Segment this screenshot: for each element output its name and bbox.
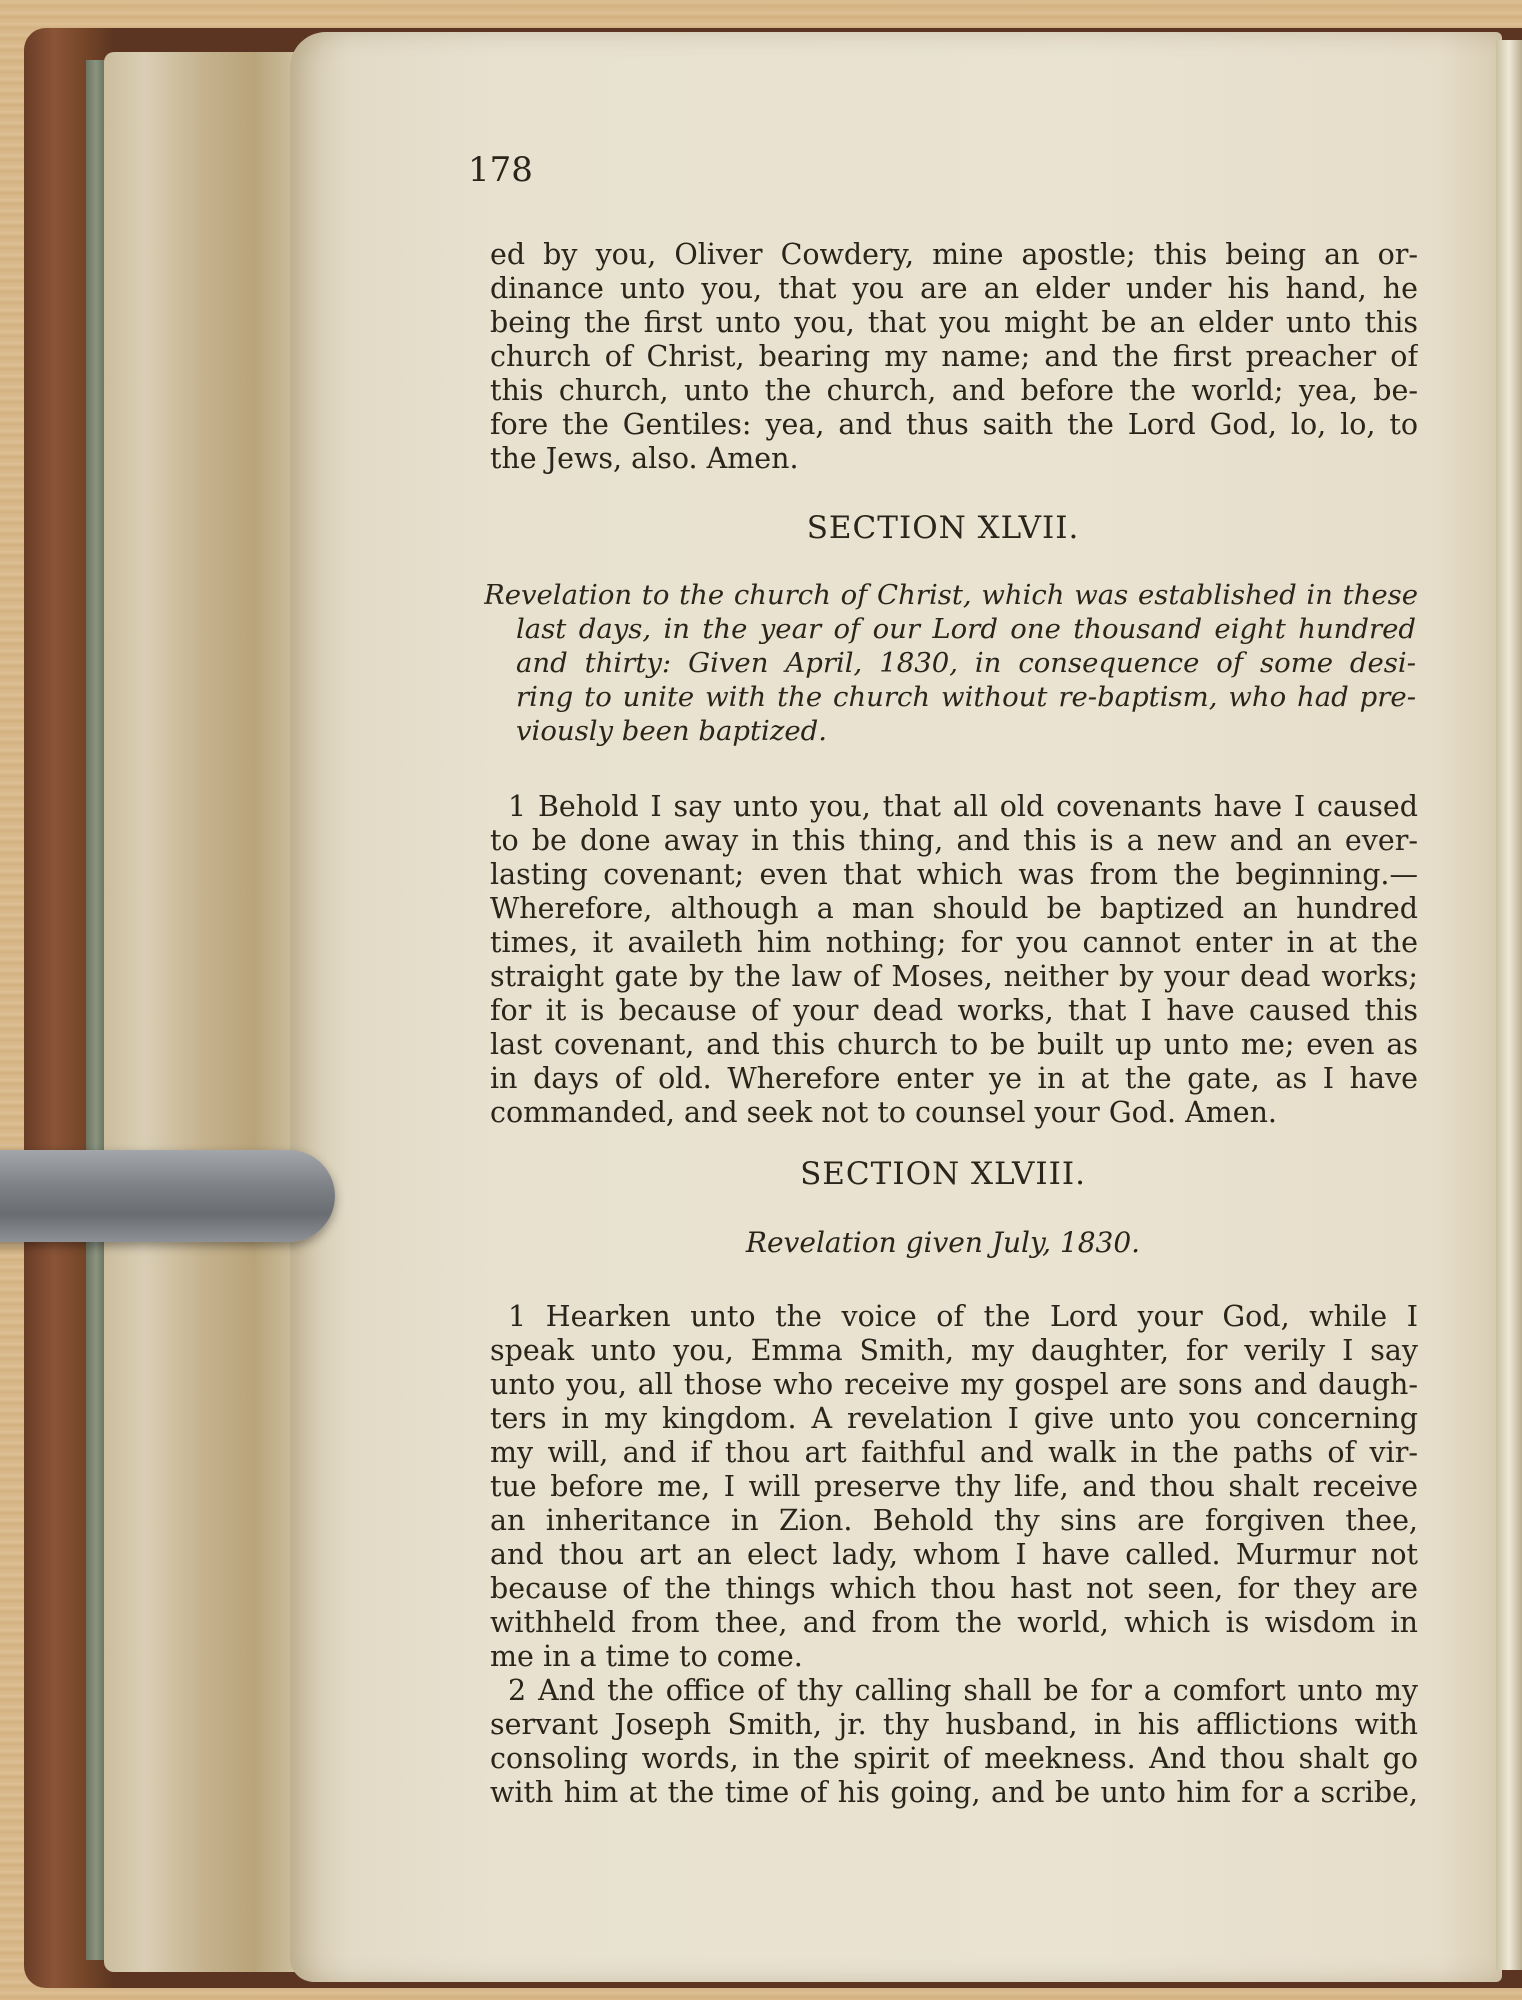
- section-heading: SECTION XLVIII.: [800, 1156, 1086, 1192]
- section-heading: SECTION XLVII.: [806, 510, 1080, 546]
- verse-line: withheld from thee, and from the world, which is wisdom in: [490, 1606, 1418, 1639]
- page-number: 178: [468, 150, 533, 190]
- verse-line: lasting covenant; even that which was from the beginning.—: [490, 858, 1418, 891]
- verse-line: and thou art an elect lady, whom I have called. Murmur not: [490, 1538, 1418, 1571]
- section-summary-line: last days, in the year of our Lord one thousand eight hundred: [516, 613, 1416, 645]
- section-summary-line: Revelation to the church of Christ, which was established in these: [484, 579, 1418, 611]
- text-line: dinance unto you, that you are an elder under his hand, he: [490, 272, 1418, 305]
- verse-line: in days of old. Wherefore enter ye in at the gate, as I have: [490, 1062, 1418, 1095]
- verse-line: for it is because of your dead works, that I have caused this: [490, 994, 1418, 1027]
- verse-line: last covenant, and this church to be built up unto me; even as: [490, 1028, 1418, 1061]
- section-summary-line: viously been baptized.: [516, 715, 827, 747]
- section-summary: Revelation given July, 1830.: [745, 1226, 1141, 1259]
- verse-line: times, it availeth him nothing; for you cannot enter in at the: [490, 926, 1418, 959]
- text-line: the Jews, also. Amen.: [490, 442, 799, 475]
- verse-line: Wherefore, although a man should be baptized an hundred: [490, 892, 1418, 925]
- verse-line: tue before me, I will preserve thy life, and thou shalt receive: [490, 1470, 1418, 1503]
- verse-line: with him at the time of his going, and be unto him for a scribe,: [490, 1776, 1418, 1809]
- page-holder-tool: [0, 1150, 335, 1242]
- text-line: this church, unto the church, and before the world; yea, be-: [490, 374, 1418, 407]
- verse-line: 1 Behold I say unto you, that all old covenants have I caused: [508, 790, 1418, 823]
- section-summary-line: and thirty: Given April, 1830, in consequence of some desi-: [516, 647, 1416, 679]
- verse-line: unto you, all those who receive my gospel are sons and daugh-: [490, 1368, 1418, 1401]
- verse-line: consoling words, in the spirit of meekness. And thou shalt go: [490, 1742, 1418, 1775]
- section-summary-line: ring to unite with the church without re-baptism, who had pre-: [516, 681, 1416, 713]
- text-line: being the first unto you, that you might be an elder unto this: [490, 306, 1418, 339]
- verse-line: 2 And the office of thy calling shall be for a comfort unto my: [508, 1674, 1418, 1707]
- text-line: ed by you, Oliver Cowdery, mine apostle; this being an or-: [490, 238, 1418, 271]
- verse-line: speak unto you, Emma Smith, my daughter, for verily I say: [490, 1334, 1418, 1367]
- verse-line: straight gate by the law of Moses, neither by your dead works;: [490, 960, 1418, 993]
- verse-line: 1 Hearken unto the voice of the Lord your God, while I: [508, 1300, 1418, 1333]
- verse-line: because of the things which thou hast not seen, for they are: [490, 1572, 1418, 1605]
- verse-line: ters in my kingdom. A revelation I give unto you concerning: [490, 1402, 1418, 1435]
- verse-line: my will, and if thou art faithful and walk in the paths of vir-: [490, 1436, 1418, 1469]
- verse-line: an inheritance in Zion. Behold thy sins are forgiven thee,: [490, 1504, 1418, 1537]
- verse-line: to be done away in this thing, and this is a new and an ever-: [490, 824, 1418, 857]
- text-line: fore the Gentiles: yea, and thus saith the Lord God, lo, lo, to: [490, 408, 1418, 441]
- page-edge: [1496, 40, 1522, 1970]
- text-line: church of Christ, bearing my name; and the first preacher of: [490, 340, 1418, 373]
- verse-line: commanded, and seek not to counsel your God. Amen.: [490, 1096, 1277, 1129]
- verse-line: servant Joseph Smith, jr. thy husband, in his afflictions with: [490, 1708, 1418, 1741]
- verse-line: me in a time to come.: [490, 1640, 803, 1673]
